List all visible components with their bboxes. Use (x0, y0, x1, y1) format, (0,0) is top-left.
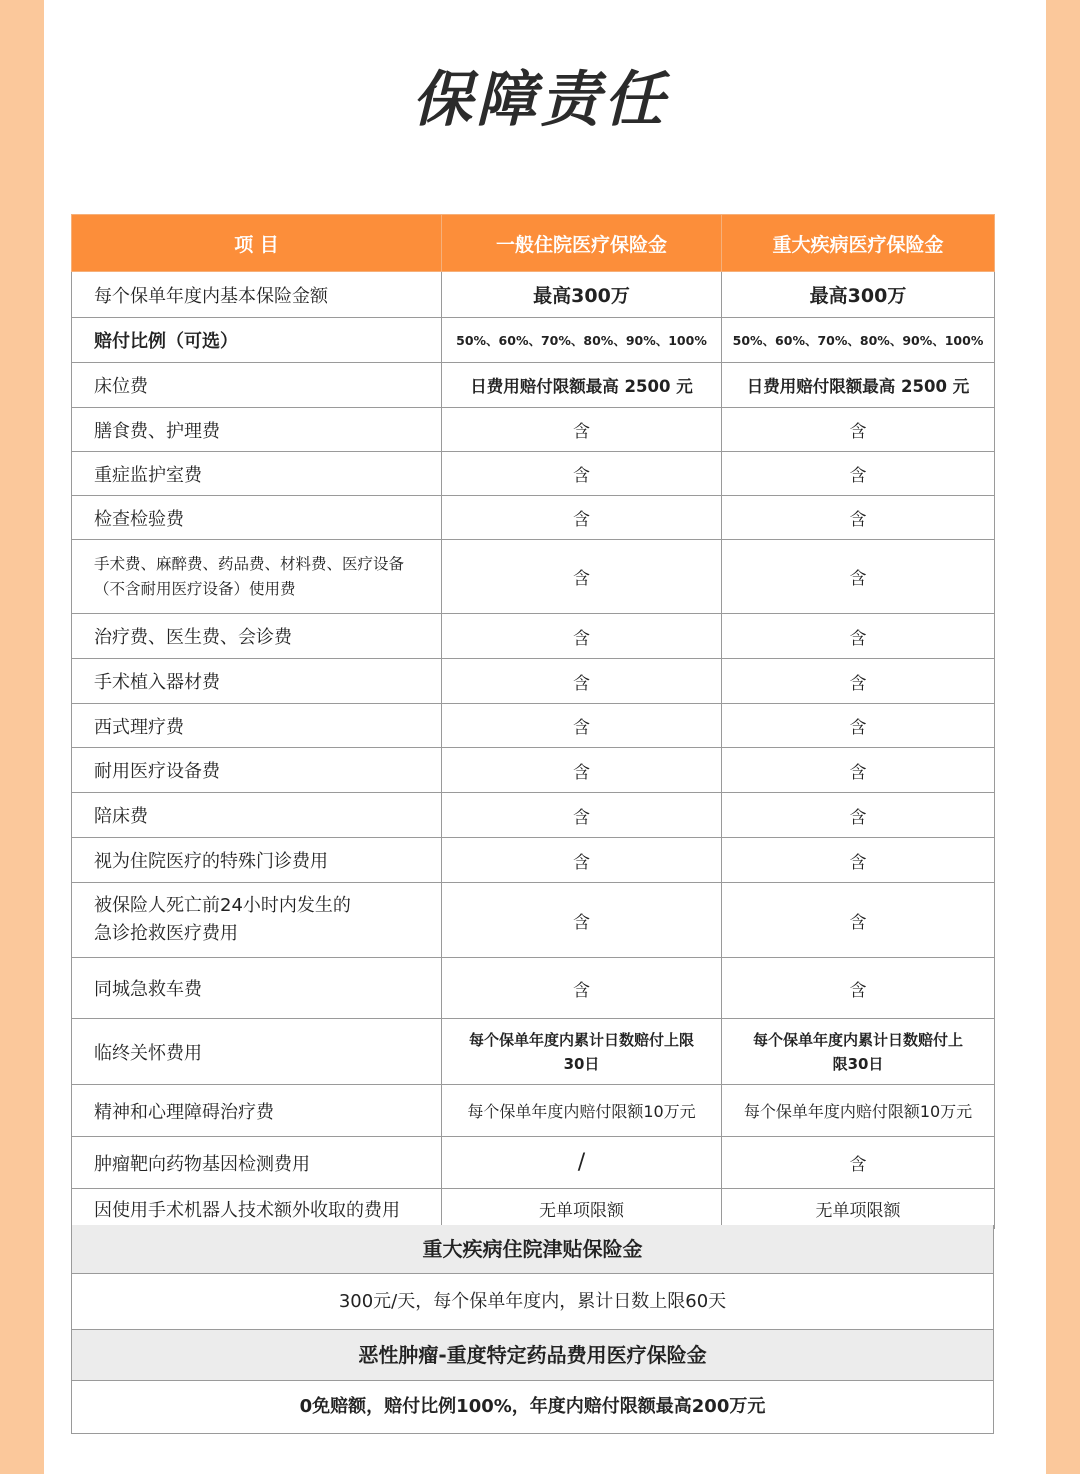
row-general-value: / (442, 1137, 722, 1189)
table-row (72, 272, 995, 318)
row-general-value: 含 (442, 614, 722, 659)
row-item-line-1: 手术费、麻醉费、药品费、材料费、医疗设备 (94, 554, 405, 573)
row-general-value: 含 (442, 958, 722, 1019)
row-critical-value: 含 (722, 793, 995, 838)
table-row (72, 1085, 995, 1137)
row-general-value: 无单项限额 (442, 1189, 722, 1229)
row-general-line-1: 每个保单年度内累计日数赔付上限 (468, 1030, 694, 1049)
row-critical-value: 含 (722, 496, 995, 540)
row-critical-value: 日费用赔付限额最高 2500 元 (722, 363, 995, 408)
table-row (72, 1137, 995, 1189)
row-critical-value: 含 (722, 408, 995, 452)
row-critical-value: 含 (722, 958, 995, 1019)
row-item: 精神和心理障碍治疗费 (72, 1085, 442, 1137)
drug-heading: 恶性肿瘤-重度特定药品费用医疗保险金 (71, 1330, 994, 1381)
allowance-text: 300元/天，每个保单年度内，累计日数上限60天 (71, 1274, 994, 1330)
table-row (72, 704, 995, 748)
table-row (72, 883, 995, 958)
row-general-value: 最高300万 (442, 272, 722, 318)
row-item: 检查检验费 (72, 496, 442, 540)
table-row (72, 838, 995, 883)
row-general-value: 含 (442, 408, 722, 452)
row-general-value: 含 (442, 540, 722, 614)
row-critical-value: 含 (722, 540, 995, 614)
table-row (72, 496, 995, 540)
table-row (72, 363, 995, 408)
row-item (72, 540, 442, 614)
row-general-value: 50%、60%、70%、80%、90%、100% (442, 318, 722, 363)
page-title: 保障责任 (412, 65, 668, 135)
row-item: 治疗费、医生费、会诊费 (72, 614, 442, 659)
row-item: 赔付比例（可选） (72, 318, 442, 363)
row-critical-value: 含 (722, 748, 995, 793)
row-general-value: 含 (442, 496, 722, 540)
row-general-value (442, 1019, 722, 1085)
table-row (72, 614, 995, 659)
row-general-value: 含 (442, 659, 722, 704)
row-critical-value: 含 (722, 1137, 995, 1189)
row-item: 陪床费 (72, 793, 442, 838)
drug-text: 0免赔额，赔付比例100%，年度内赔付限额最高200万元 (71, 1381, 994, 1434)
row-item: 膳食费、护理费 (72, 408, 442, 452)
row-critical-value: 含 (722, 659, 995, 704)
table-row (72, 452, 995, 496)
row-item-line-2: 急诊抢救医疗费用 (94, 923, 238, 944)
row-item: 同城急救车费 (72, 958, 442, 1019)
row-item: 临终关怀费用 (72, 1019, 442, 1085)
header-general-hospital: 一般住院医疗保险金 (442, 215, 722, 272)
row-critical-value: 含 (722, 883, 995, 958)
header-critical-illness: 重大疾病医疗保险金 (722, 215, 995, 272)
row-general-value: 日费用赔付限额最高 2500 元 (442, 363, 722, 408)
row-critical-value: 50%、60%、70%、80%、90%、100% (722, 318, 995, 363)
row-general-value: 含 (442, 452, 722, 496)
row-item: 肿瘤靶向药物基因检测费用 (72, 1137, 442, 1189)
row-critical-value: 每个保单年度内赔付限额10万元 (722, 1085, 995, 1137)
row-item: 因使用手术机器人技术额外收取的费用 (72, 1189, 442, 1229)
table-row (72, 318, 995, 363)
left-side-band (0, 0, 44, 1474)
header-item: 项 目 (72, 215, 442, 272)
row-general-value: 含 (442, 883, 722, 958)
row-critical-value: 含 (722, 614, 995, 659)
row-item: 耐用医疗设备费 (72, 748, 442, 793)
table-row (72, 958, 995, 1019)
row-item-line-2: （不含耐用医疗设备）使用费 (94, 579, 296, 598)
row-critical-line-2: 限30日 (832, 1054, 884, 1073)
row-general-value: 含 (442, 704, 722, 748)
table-row (72, 659, 995, 704)
row-critical-value: 最高300万 (722, 272, 995, 318)
table-row (72, 748, 995, 793)
row-general-line-2: 30日 (563, 1054, 600, 1073)
row-critical-line-1: 每个保单年度内累计日数赔付上 (752, 1030, 963, 1049)
row-critical-value (722, 1019, 995, 1085)
row-critical-value: 含 (722, 838, 995, 883)
row-general-value: 每个保单年度内赔付限额10万元 (442, 1085, 722, 1137)
allowance-heading: 重大疾病住院津贴保险金 (71, 1225, 994, 1274)
row-item: 西式理疗费 (72, 704, 442, 748)
row-item-line-1: 被保险人死亡前24小时内发生的 (94, 895, 351, 916)
right-side-band (1046, 0, 1080, 1474)
row-critical-value: 无单项限额 (722, 1189, 995, 1229)
row-general-value: 含 (442, 838, 722, 883)
row-item: 手术植入器材费 (72, 659, 442, 704)
row-item: 每个保单年度内基本保险金额 (72, 272, 442, 318)
table-row (72, 540, 995, 614)
coverage-table (71, 214, 995, 1229)
table-row (72, 1189, 995, 1229)
row-critical-value: 含 (722, 704, 995, 748)
table-header-row (72, 215, 995, 272)
row-item: 床位费 (72, 363, 442, 408)
row-item (72, 883, 442, 958)
row-critical-value: 含 (722, 452, 995, 496)
row-general-value: 含 (442, 748, 722, 793)
row-general-value: 含 (442, 793, 722, 838)
row-item: 视为住院医疗的特殊门诊费用 (72, 838, 442, 883)
table-row (72, 1019, 995, 1085)
row-item: 重症监护室费 (72, 452, 442, 496)
table-row (72, 408, 995, 452)
table-row (72, 793, 995, 838)
